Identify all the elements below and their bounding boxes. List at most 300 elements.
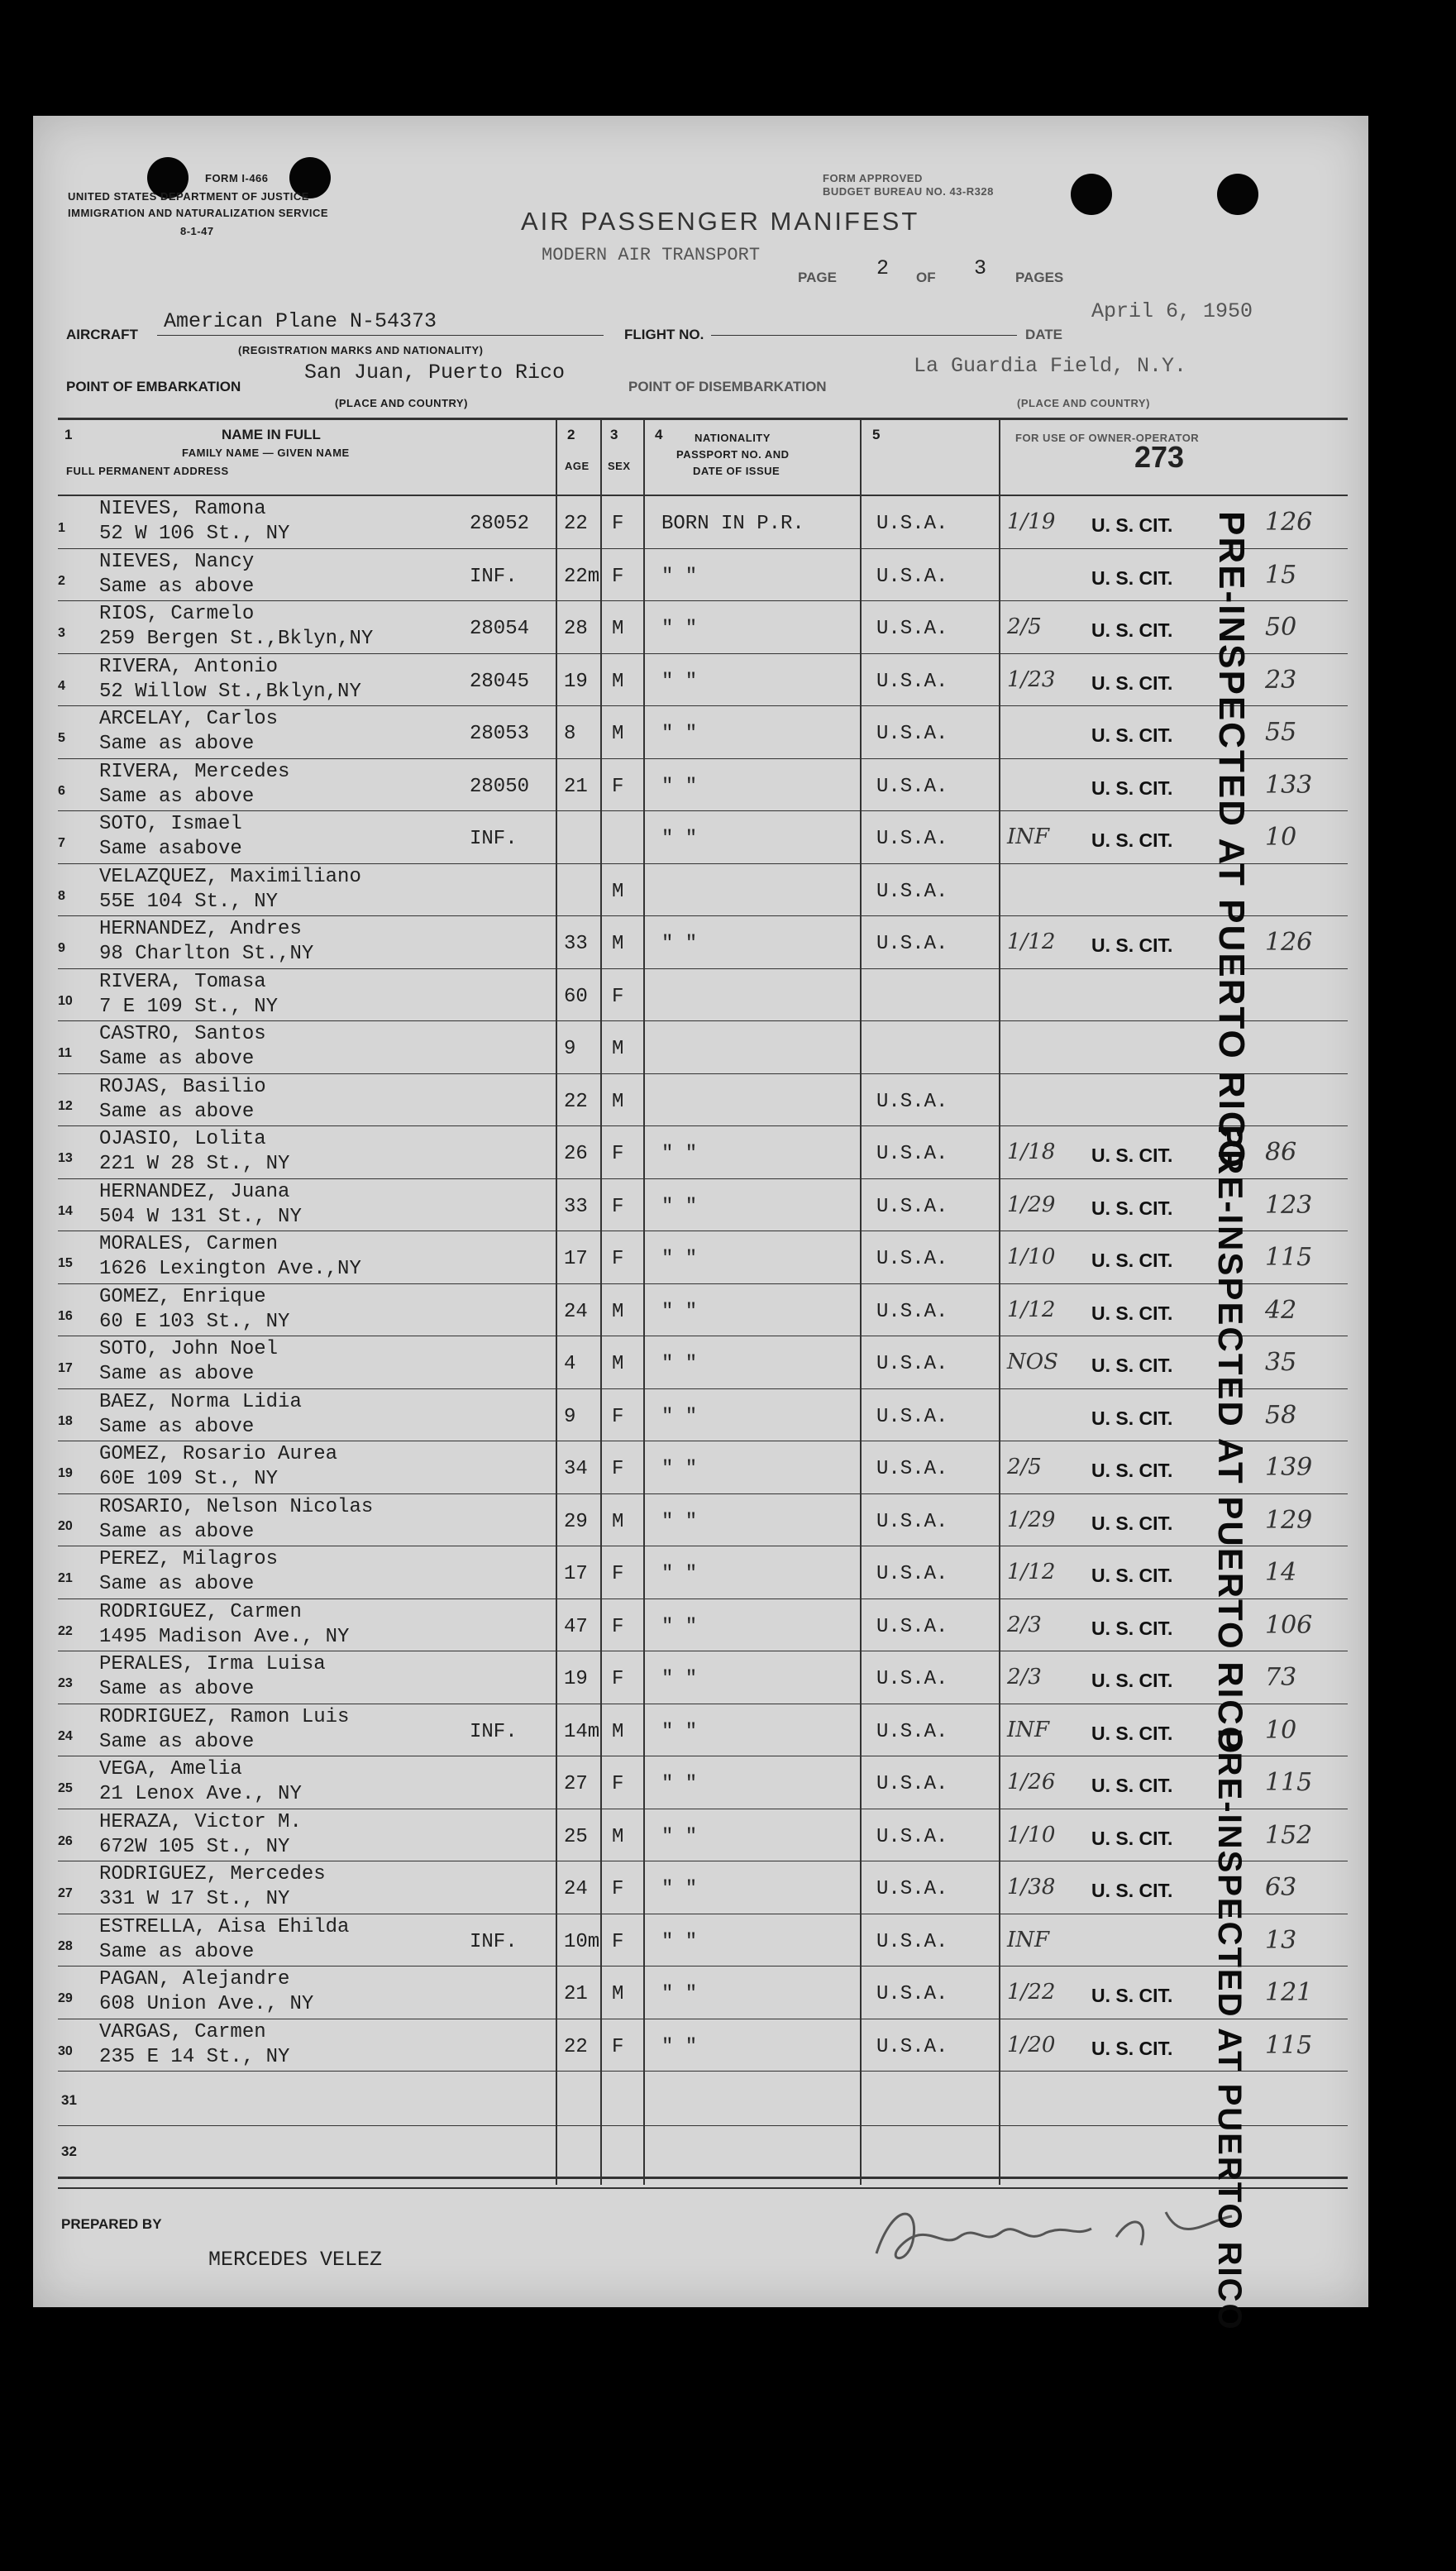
row-number: 7 [58,836,65,850]
passenger-name: GOMEZ, Rosario Aurea [99,1443,338,1465]
passenger-address: Same asabove [99,838,242,860]
passenger-name: VARGAS, Carmen [99,2020,266,2043]
punch-hole [1217,174,1258,215]
row-number: 31 [61,2092,77,2108]
citizenship-mark: U. S. CIT. [1091,1722,1173,1744]
citizenship-mark: U. S. CIT. [1091,671,1173,694]
row-number: 22 [58,1623,73,1638]
aircraft-value: American Plane N-54373 [164,309,437,333]
row-number: 4 [58,678,65,693]
col3-heading: SEX [608,460,631,472]
passenger-sex: M [612,880,624,903]
table-row [58,1021,1348,1073]
row-number: 25 [58,1781,73,1795]
table-row [58,1861,1348,1914]
citizenship-mark: U. S. CIT. [1091,1512,1173,1534]
passenger-age: 22m [564,565,600,588]
passenger-name: HERNANDEZ, Andres [99,918,302,940]
prepared-by-label: PREPARED BY [61,2216,162,2232]
agency-line-3: 8-1-47 [180,225,214,237]
passenger-age: 19 [564,670,588,693]
passenger-sex: M [612,1983,624,2005]
table-row [58,969,1348,1021]
table-row [58,1441,1348,1493]
table-row [58,864,1348,916]
passenger-country: U.S.A. [876,1405,948,1428]
owner-note: 115 [1265,1243,1313,1272]
passenger-date: 2/3 [1007,1612,1042,1637]
col4-heading-2: PASSPORT NO. AND [676,448,790,461]
owner-note: 126 [1265,508,1313,537]
passenger-date: 1/12 [1007,1560,1056,1584]
owner-note: 115 [1265,2030,1313,2060]
passenger-tag: INF. [470,1930,518,1953]
col4-heading-3: DATE OF ISSUE [693,465,781,477]
passenger-address: Same as above [99,785,255,808]
passenger-name: RIVERA, Tomasa [99,970,266,993]
passenger-nationality: " " [661,1353,698,1375]
passenger-age: 9 [564,1038,576,1060]
table-row [58,496,1348,548]
passenger-nationality: " " [661,1458,698,1480]
passenger-sex: F [612,985,624,1008]
passenger-country: U.S.A. [876,1195,948,1218]
citizenship-mark: U. S. CIT. [1091,1250,1173,1271]
owner-note: 121 [1265,1978,1313,2007]
passenger-nationality: " " [661,1195,698,1218]
pre-inspected-stamp: PRE-INSPECTED AT PUERTO RICO [1211,1125,1250,1756]
disembarkation-label: POINT OF DISEMBARKATION [628,379,827,394]
passenger-sex: M [612,1720,624,1743]
passenger-address: 672W 105 St., NY [99,1835,290,1858]
citizenship-mark: U. S. CIT. [1091,2037,1173,2059]
passenger-nationality: " " [661,1510,698,1533]
table-row [58,1546,1348,1599]
row-number: 29 [58,1991,73,2005]
passenger-date: 1/23 [1007,667,1056,692]
col5-number: 5 [872,427,881,442]
owner-note: 23 [1265,665,1297,695]
owner-note: 73 [1265,1663,1297,1692]
passenger-nationality: " " [661,1248,698,1270]
passenger-country: U.S.A. [876,1615,948,1638]
passenger-country: U.S.A. [876,880,948,903]
passenger-age: 34 [564,1458,588,1480]
row-number: 16 [58,1308,73,1323]
passenger-sex: M [612,1038,624,1060]
row-number: 20 [58,1518,73,1533]
passenger-country: U.S.A. [876,1458,948,1480]
passenger-country: U.S.A. [876,1353,948,1375]
passenger-tag: 28054 [470,618,530,640]
passenger-nationality: " " [661,1825,698,1848]
table-row [58,1651,1348,1704]
passenger-age: 27 [564,1773,588,1795]
passenger-country: U.S.A. [876,1090,948,1113]
date-value: April 6, 1950 [1091,299,1253,323]
carrier-name: MODERN AIR TRANSPORT [542,245,761,265]
row-divider [58,2071,1348,2072]
passenger-sex: F [612,1878,624,1900]
passenger-sex: F [612,1930,624,1953]
passenger-name: PAGAN, Alejandre [99,1968,290,1990]
col1-heading: NAME IN FULL [222,427,321,442]
passenger-name: HERAZA, Victor M. [99,1810,302,1833]
passenger-country: U.S.A. [876,565,948,588]
owner-note: 115 [1265,1768,1313,1797]
owner-note: 86 [1265,1138,1297,1167]
citizenship-mark: U. S. CIT. [1091,1565,1173,1586]
passenger-sex: F [612,2035,624,2058]
passenger-country: U.S.A. [876,1930,948,1953]
disembarkation-value: La Guardia Field, N.Y. [914,354,1187,378]
passenger-address: Same as above [99,1940,255,1963]
passenger-tag: INF. [470,1720,518,1743]
passenger-tag: INF. [470,565,518,588]
passenger-country: U.S.A. [876,775,948,798]
passenger-sex: M [612,933,624,955]
passenger-age: 17 [564,1248,588,1270]
table-row [58,601,1348,653]
row-number: 30 [58,2043,73,2058]
passenger-sex: F [612,775,624,798]
citizenship-mark: U. S. CIT. [1091,1460,1173,1481]
passenger-address: 504 W 131 St., NY [99,1205,302,1228]
owner-note: 15 [1265,560,1297,590]
table-row [58,706,1348,758]
passenger-age: 14m [564,1720,600,1743]
passenger-name: VEGA, Amelia [99,1758,242,1780]
citizenship-mark: U. S. CIT. [1091,1145,1173,1166]
passenger-nationality: " " [661,1143,698,1165]
citizenship-mark: U. S. CIT. [1091,1670,1173,1691]
passenger-name: MORALES, Carmen [99,1233,279,1255]
passenger-name: NIEVES, Ramona [99,498,266,520]
passenger-name: RODRIGUEZ, Mercedes [99,1863,326,1885]
passenger-nationality: " " [661,1300,698,1323]
passenger-tag: 28052 [470,513,530,535]
passenger-address: 52 W 106 St., NY [99,523,290,545]
passenger-address: Same as above [99,1100,255,1123]
passenger-date: INF [1007,824,1050,849]
col3-number: 3 [610,427,618,442]
passenger-nationality: " " [661,1668,698,1690]
owner-note: 152 [1265,1820,1313,1850]
col4-heading-1: NATIONALITY [695,432,771,444]
citizenship-mark: U. S. CIT. [1091,777,1173,799]
passenger-nationality: " " [661,565,698,588]
owner-note: 133 [1265,770,1313,800]
passenger-name: PEREZ, Milagros [99,1548,279,1570]
passenger-date: 1/12 [1007,929,1056,954]
passenger-tag: 28050 [470,775,530,798]
passenger-nationality: " " [661,1983,698,2005]
passenger-address: 221 W 28 St., NY [99,1153,290,1175]
passenger-nationality: " " [661,1563,698,1585]
passenger-country: U.S.A. [876,1720,948,1743]
passenger-country: U.S.A. [876,2035,948,2058]
owner-note: 50 [1265,613,1297,642]
passenger-sex: M [612,723,624,745]
budget-bureau: BUDGET BUREAU NO. 43-R328 [823,185,994,198]
pages-label: PAGES [1015,270,1064,285]
owner-note: 10 [1265,1715,1297,1745]
passenger-country: U.S.A. [876,723,948,745]
passenger-nationality: " " [661,775,698,798]
passenger-date: 1/18 [1007,1140,1056,1164]
passenger-nationality: " " [661,723,698,745]
owner-note: 139 [1265,1453,1313,1482]
col1-address-heading: FULL PERMANENT ADDRESS [66,465,229,477]
row-number: 28 [58,1938,73,1953]
passenger-sex: F [612,513,624,535]
table-row [58,1494,1348,1546]
passenger-date: 2/3 [1007,1665,1042,1689]
passenger-nationality: " " [661,670,698,693]
passenger-nationality: " " [661,1773,698,1795]
passenger-country: U.S.A. [876,1563,948,1585]
row-number: 2 [58,573,65,588]
prepared-by-value: MERCEDES VELEZ [208,2248,383,2272]
table-row [58,1599,1348,1651]
signature [868,2187,1265,2278]
owner-note: 42 [1265,1295,1297,1325]
row-number: 15 [58,1256,73,1270]
col4-number: 4 [655,427,663,442]
citizenship-mark: U. S. CIT. [1091,1880,1173,1901]
row-number: 14 [58,1203,73,1218]
passenger-name: VELAZQUEZ, Maximiliano [99,865,361,888]
passenger-nationality: " " [661,1878,698,1900]
passenger-country: U.S.A. [876,1248,948,1270]
passenger-age: 28 [564,618,588,640]
passenger-name: NIEVES, Nancy [99,550,255,573]
row-number: 6 [58,783,65,798]
owner-note: 106 [1265,1610,1313,1640]
passenger-country: U.S.A. [876,618,948,640]
owner-operator-heading: FOR USE OF OWNER-OPERATOR [1015,432,1200,444]
passenger-name: RIVERA, Mercedes [99,760,290,783]
owner-note: 10 [1265,823,1297,852]
passenger-age: 10m [564,1930,600,1953]
passenger-sex: F [612,1458,624,1480]
table-row [58,759,1348,811]
citizenship-mark: U. S. CIT. [1091,1355,1173,1376]
passenger-date: 2/5 [1007,1455,1042,1479]
owner-number: 273 [1134,440,1185,474]
row-number: 24 [58,1728,73,1743]
citizenship-mark: U. S. CIT. [1091,934,1173,956]
passenger-address: Same as above [99,575,255,598]
passenger-name: CASTRO, Santos [99,1023,266,1045]
passenger-country: U.S.A. [876,1668,948,1690]
passenger-age: 33 [564,1195,588,1218]
passenger-date: 1/29 [1007,1192,1056,1217]
passenger-age: 29 [564,1510,588,1533]
passenger-nationality: " " [661,1405,698,1428]
passenger-sex: M [612,670,624,693]
passenger-name: SOTO, Ismael [99,813,242,835]
passenger-nationality: " " [661,618,698,640]
passenger-nationality: " " [661,828,698,850]
passenger-nationality: " " [661,1615,698,1638]
passenger-country: U.S.A. [876,1510,948,1533]
row-number: 11 [58,1046,72,1060]
passenger-country: U.S.A. [876,513,948,535]
col1-number: 1 [64,427,73,442]
passenger-nationality: BORN IN P.R. [661,513,804,535]
passenger-age: 22 [564,2035,588,2058]
passenger-address: 21 Lenox Ave., NY [99,1783,302,1805]
passenger-tag: 28045 [470,670,530,693]
passenger-address: 7 E 109 St., NY [99,995,279,1018]
passenger-address: 55E 104 St., NY [99,890,279,913]
passenger-country: U.S.A. [876,1300,948,1323]
passenger-sex: F [612,1615,624,1638]
passenger-name: HERNANDEZ, Juana [99,1180,290,1203]
row-number: 23 [58,1676,73,1690]
passenger-date: 2/5 [1007,614,1042,639]
passenger-country: U.S.A. [876,933,948,955]
passenger-country: U.S.A. [876,1773,948,1795]
passenger-age: 4 [564,1353,576,1375]
passenger-name: GOMEZ, Enrique [99,1285,266,1308]
table-row [58,1336,1348,1388]
table-row [58,1914,1348,1966]
owner-note: 129 [1265,1505,1313,1535]
embarkation-label: POINT OF EMBARKATION [66,379,241,394]
passenger-date: INF [1007,1927,1050,1952]
passenger-date: 1/38 [1007,1875,1056,1900]
citizenship-mark: U. S. CIT. [1091,724,1173,746]
owner-note: 58 [1265,1400,1297,1430]
passenger-address: 235 E 14 St., NY [99,2045,290,2068]
passenger-name: ARCELAY, Carlos [99,708,279,730]
page-number: 2 [876,256,890,280]
passenger-name: RIVERA, Antonio [99,655,279,678]
passenger-name: RODRIGUEZ, Carmen [99,1600,302,1623]
row-number: 5 [58,731,65,745]
col2-number: 2 [567,427,575,442]
passenger-name: RIOS, Carmelo [99,603,255,625]
passenger-age: 33 [564,933,588,955]
row-number: 10 [58,993,73,1008]
passenger-date: 1/22 [1007,1980,1056,2005]
passenger-name: PERALES, Irma Luisa [99,1653,326,1675]
passenger-address: 98 Charlton St.,NY [99,943,314,965]
passenger-sex: M [612,1510,624,1533]
passenger-age: 21 [564,1983,588,2005]
owner-note: 14 [1265,1558,1297,1587]
passenger-sex: F [612,1143,624,1165]
passenger-country: U.S.A. [876,1878,948,1900]
registration-note: (REGISTRATION MARKS AND NATIONALITY) [238,344,484,356]
table-row [58,1284,1348,1336]
passenger-date: 1/12 [1007,1297,1056,1322]
citizenship-mark: U. S. CIT. [1091,829,1173,851]
place-note-2: (PLACE AND COUNTRY) [1017,397,1150,409]
passenger-age: 24 [564,1300,588,1323]
table-row [58,654,1348,706]
owner-note: 126 [1265,928,1313,957]
passenger-age: 19 [564,1668,588,1690]
passenger-sex: F [612,1195,624,1218]
passenger-address: 259 Bergen St.,Bklyn,NY [99,628,374,650]
table-row [58,1231,1348,1283]
row-number: 18 [58,1413,73,1428]
passenger-date: 1/20 [1007,2032,1056,2057]
passenger-address: 608 Union Ave., NY [99,1993,314,2015]
citizenship-mark: U. S. CIT. [1091,514,1173,536]
passenger-name: OJASIO, Lolita [99,1128,266,1150]
place-note: (PLACE AND COUNTRY) [335,397,468,409]
table-row [58,1704,1348,1756]
passenger-sex: M [612,1825,624,1848]
passenger-name: BAEZ, Norma Lidia [99,1390,302,1413]
passenger-age: 22 [564,1090,588,1113]
row-number: 17 [58,1361,73,1375]
passenger-tag: INF. [470,828,518,850]
table-row [58,811,1348,863]
table-row [58,1126,1348,1178]
passenger-date: NOS [1007,1350,1058,1374]
row-number: 32 [61,2143,77,2159]
passenger-sex: M [612,1353,624,1375]
of-label: OF [916,270,936,285]
passenger-sex: F [612,1248,624,1270]
passenger-age: 25 [564,1825,588,1848]
passenger-name: ROJAS, Basilio [99,1075,266,1098]
passenger-address: 1626 Lexington Ave.,NY [99,1258,361,1280]
row-number: 9 [58,941,65,955]
owner-note: 123 [1265,1190,1313,1220]
table-row [58,916,1348,968]
passenger-address: Same as above [99,1520,255,1543]
row-number: 12 [58,1098,73,1113]
passenger-country: U.S.A. [876,1143,948,1165]
passenger-age: 60 [564,985,588,1008]
table-row [58,2019,1348,2072]
passenger-country: U.S.A. [876,1825,948,1848]
passenger-nationality: " " [661,1930,698,1953]
passenger-country: U.S.A. [876,1983,948,2005]
row-number: 27 [58,1886,73,1900]
citizenship-mark: U. S. CIT. [1091,1827,1173,1849]
passenger-sex: F [612,1668,624,1690]
owner-note: 55 [1265,718,1297,747]
passenger-address: 60E 109 St., NY [99,1468,279,1490]
form-number: FORM I-466 [205,172,269,184]
passenger-address: Same as above [99,1678,255,1700]
page-label: PAGE [798,270,837,285]
passenger-nationality: " " [661,933,698,955]
punch-hole [1071,174,1112,215]
passenger-name: RODRIGUEZ, Ramon Luis [99,1705,350,1728]
table-row [58,1389,1348,1441]
pre-inspected-stamp: PRE-INSPECTED AT PUERTO RICO [1211,1728,1248,2331]
row-number: 3 [58,626,65,640]
passenger-sex: F [612,1563,624,1585]
col2-heading: AGE [565,460,590,472]
passenger-date: 1/29 [1007,1507,1056,1532]
passenger-name: ROSARIO, Nelson Nicolas [99,1495,374,1518]
citizenship-mark: U. S. CIT. [1091,1407,1173,1429]
passenger-age: 17 [564,1563,588,1585]
passenger-address: Same as above [99,1415,255,1438]
passenger-nationality: " " [661,2035,698,2058]
row-number: 1 [58,521,65,535]
passenger-address: Same as above [99,1730,255,1753]
